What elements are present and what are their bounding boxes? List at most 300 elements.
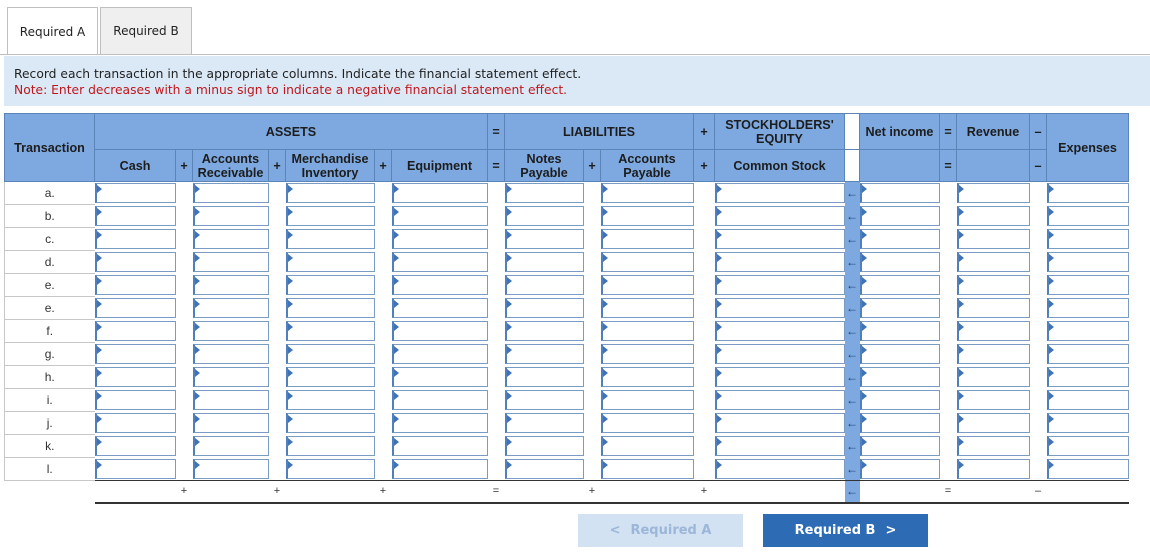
equipment-field[interactable] — [394, 253, 487, 271]
accounts-receivable-field[interactable] — [195, 322, 268, 340]
common-stock-input[interactable] — [715, 344, 845, 364]
cash-field[interactable] — [97, 368, 175, 386]
operator-spacer — [584, 251, 601, 274]
revenue-field[interactable] — [959, 345, 1029, 363]
notes-payable-field[interactable] — [507, 276, 583, 294]
cell-net-income — [860, 251, 940, 274]
expenses-field[interactable] — [1049, 414, 1128, 432]
expenses-input[interactable] — [1047, 321, 1129, 341]
merchandise-inventory-input[interactable] — [286, 206, 375, 226]
accounts-payable-field[interactable] — [603, 230, 693, 248]
common-stock-field[interactable] — [717, 391, 844, 409]
equipment-input[interactable] — [392, 390, 488, 410]
operator-spacer — [269, 412, 286, 435]
table-row — [5, 366, 1129, 389]
notes-payable-input[interactable] — [505, 390, 584, 410]
accounts-payable-field[interactable] — [603, 253, 693, 271]
equipment-input[interactable] — [392, 298, 488, 318]
common-stock-input[interactable] — [715, 367, 845, 387]
notes-payable-field[interactable] — [507, 299, 583, 317]
equipment-input[interactable] — [392, 459, 488, 479]
accounts-receivable-field[interactable] — [195, 299, 268, 317]
net-income-input[interactable] — [860, 229, 940, 249]
expenses-field[interactable] — [1049, 207, 1128, 225]
accounts-receivable-input[interactable] — [193, 298, 269, 318]
cell-net-income — [860, 228, 940, 251]
accounts-payable-input[interactable] — [601, 298, 694, 318]
notes-payable-input[interactable] — [505, 183, 584, 203]
accounts-payable-field[interactable] — [603, 299, 693, 317]
expenses-input[interactable] — [1047, 413, 1129, 433]
merchandise-inventory-field[interactable] — [288, 230, 374, 248]
net-income-field[interactable] — [862, 368, 939, 386]
cash-field[interactable] — [97, 437, 175, 455]
common-stock-field[interactable] — [717, 322, 844, 340]
equipment-field[interactable] — [394, 322, 487, 340]
merchandise-inventory-input[interactable] — [286, 298, 375, 318]
notes-payable-input[interactable] — [505, 229, 584, 249]
net-income-field[interactable] — [862, 276, 939, 294]
merchandise-inventory-field[interactable] — [288, 253, 374, 271]
net-income-input[interactable] — [860, 344, 940, 364]
expenses-input[interactable] — [1047, 229, 1129, 249]
revenue-input[interactable] — [957, 459, 1030, 479]
cash-input[interactable] — [95, 367, 176, 387]
cash-input[interactable] — [95, 436, 176, 456]
accounts-receivable-field[interactable] — [195, 368, 268, 386]
accounts-receivable-input[interactable] — [193, 390, 269, 410]
common-stock-field[interactable] — [717, 253, 844, 271]
expenses-input[interactable] — [1047, 436, 1129, 456]
notes-payable-input[interactable] — [505, 206, 584, 226]
cell-common-stock — [715, 297, 845, 320]
expenses-input[interactable] — [1047, 390, 1129, 410]
accounts-payable-field[interactable] — [603, 437, 693, 455]
accounts-receivable-input[interactable] — [193, 344, 269, 364]
revenue-field[interactable] — [959, 368, 1029, 386]
accounts-payable-field[interactable] — [603, 207, 693, 225]
accounts-payable-field[interactable] — [603, 345, 693, 363]
revenue-field[interactable] — [959, 437, 1029, 455]
merchandise-inventory-input[interactable] — [286, 390, 375, 410]
accounts-payable-field[interactable] — [603, 368, 693, 386]
instructions-note: Note: Enter decreases with a minus sign to indicate a negative financial statement effect. — [14, 83, 568, 97]
common-stock-input[interactable] — [715, 275, 845, 295]
revenue-input[interactable] — [957, 252, 1030, 272]
net-income-input[interactable] — [860, 183, 940, 203]
common-stock-input[interactable] — [715, 413, 845, 433]
common-stock-input[interactable] — [715, 321, 845, 341]
equipment-input[interactable] — [392, 206, 488, 226]
accounts-payable-input[interactable] — [601, 206, 694, 226]
cash-field[interactable] — [97, 391, 175, 409]
equipment-field[interactable] — [394, 414, 487, 432]
table-row — [5, 389, 1129, 412]
operator-spacer — [176, 228, 193, 251]
common-stock-input[interactable] — [715, 206, 845, 226]
merchandise-inventory-input[interactable] — [286, 413, 375, 433]
expenses-input[interactable] — [1047, 206, 1129, 226]
cell-common-stock — [715, 458, 845, 481]
expenses-field[interactable] — [1049, 368, 1128, 386]
expenses-input[interactable] — [1047, 252, 1129, 272]
net-income-field[interactable] — [862, 322, 939, 340]
equipment-input[interactable] — [392, 367, 488, 387]
cell-equipment — [392, 320, 488, 343]
equipment-input[interactable] — [392, 436, 488, 456]
merchandise-inventory-input[interactable] — [286, 367, 375, 387]
accounts-payable-input[interactable] — [601, 367, 694, 387]
cash-field[interactable] — [97, 460, 175, 478]
merchandise-inventory-input[interactable] — [286, 229, 375, 249]
revenue-input[interactable] — [957, 344, 1030, 364]
revenue-input[interactable] — [957, 321, 1030, 341]
accounts-payable-input[interactable] — [601, 390, 694, 410]
net-income-field[interactable] — [862, 299, 939, 317]
cell-net-income — [860, 274, 940, 297]
cell-expenses — [1047, 389, 1129, 412]
cell-cash — [95, 228, 176, 251]
revenue-input[interactable] — [957, 367, 1030, 387]
accounts-payable-input[interactable] — [601, 229, 694, 249]
accounts-receivable-input[interactable] — [193, 183, 269, 203]
net-income-field[interactable] — [862, 414, 939, 432]
header-accounts-receivable: Accounts Receivable — [193, 150, 269, 182]
equipment-input[interactable] — [392, 344, 488, 364]
operator-spacer — [1030, 297, 1047, 320]
expenses-field[interactable] — [1049, 184, 1128, 202]
expenses-field[interactable] — [1049, 437, 1128, 455]
merchandise-inventory-input[interactable] — [286, 183, 375, 203]
operator-spacer — [488, 458, 505, 481]
accounts-receivable-field[interactable] — [195, 391, 268, 409]
common-stock-input[interactable] — [715, 390, 845, 410]
cash-field[interactable] — [97, 230, 175, 248]
accounts-payable-field[interactable] — [603, 322, 693, 340]
net-income-field[interactable] — [862, 207, 939, 225]
prev-button-label: Required A — [630, 523, 712, 538]
revenue-field[interactable] — [959, 414, 1029, 432]
cell-revenue — [957, 366, 1030, 389]
merchandise-inventory-field[interactable] — [288, 437, 374, 455]
merchandise-inventory-input[interactable] — [286, 436, 375, 456]
accounts-receivable-input[interactable] — [193, 206, 269, 226]
net-income-input[interactable] — [860, 367, 940, 387]
net-income-field[interactable] — [862, 253, 939, 271]
notes-payable-field[interactable] — [507, 322, 583, 340]
accounts-receivable-field[interactable] — [195, 184, 268, 202]
equipment-field[interactable] — [394, 184, 487, 202]
equipment-field[interactable] — [394, 345, 487, 363]
merchandise-inventory-input[interactable] — [286, 252, 375, 272]
expenses-input[interactable] — [1047, 298, 1129, 318]
accounts-payable-input[interactable] — [601, 413, 694, 433]
cash-field[interactable] — [97, 253, 175, 271]
equipment-field[interactable] — [394, 276, 487, 294]
accounts-receivable-input[interactable] — [193, 436, 269, 456]
merchandise-inventory-field[interactable] — [288, 299, 374, 317]
expenses-field[interactable] — [1049, 299, 1128, 317]
cash-input[interactable] — [95, 252, 176, 272]
equipment-field[interactable] — [394, 460, 487, 478]
merchandise-inventory-field[interactable] — [288, 460, 374, 478]
cell-expenses — [1047, 228, 1129, 251]
cash-input[interactable] — [95, 229, 176, 249]
equipment-input[interactable] — [392, 275, 488, 295]
accounts-receivable-input[interactable] — [193, 413, 269, 433]
accounts-receivable-field[interactable] — [195, 414, 268, 432]
merchandise-inventory-input[interactable] — [286, 321, 375, 341]
expenses-field[interactable] — [1049, 391, 1128, 409]
net-income-field[interactable] — [862, 437, 939, 455]
notes-payable-field[interactable] — [507, 437, 583, 455]
equipment-input[interactable] — [392, 183, 488, 203]
operator-spacer — [375, 389, 392, 412]
operator-spacer — [694, 205, 715, 228]
merchandise-inventory-field[interactable] — [288, 276, 374, 294]
accounts-payable-input[interactable] — [601, 275, 694, 295]
operator-spacer — [940, 343, 957, 366]
net-income-input[interactable] — [860, 275, 940, 295]
accounts-receivable-field[interactable] — [195, 276, 268, 294]
accounts-payable-input[interactable] — [601, 183, 694, 203]
row-label: b. — [5, 205, 95, 228]
accounts-payable-input[interactable] — [601, 459, 694, 479]
revenue-field[interactable] — [959, 276, 1029, 294]
equipment-input[interactable] — [392, 252, 488, 272]
cash-field[interactable] — [97, 276, 175, 294]
accounts-receivable-field[interactable] — [195, 437, 268, 455]
accounts-payable-field[interactable] — [603, 391, 693, 409]
accounts-payable-input[interactable] — [601, 436, 694, 456]
revenue-field[interactable] — [959, 207, 1029, 225]
left-arrow-icon: ← — [845, 389, 860, 412]
net-income-field[interactable] — [862, 460, 939, 478]
common-stock-field[interactable] — [717, 184, 844, 202]
common-stock-field[interactable] — [717, 230, 844, 248]
expenses-field[interactable] — [1049, 460, 1128, 478]
net-income-input[interactable] — [860, 206, 940, 226]
revenue-field[interactable] — [959, 391, 1029, 409]
tab-required-b[interactable]: Required B — [100, 7, 192, 54]
net-income-input[interactable] — [860, 459, 940, 479]
common-stock-field[interactable] — [717, 276, 844, 294]
notes-payable-field[interactable] — [507, 253, 583, 271]
net-income-field[interactable] — [862, 184, 939, 202]
notes-payable-field[interactable] — [507, 460, 583, 478]
cell-common-stock — [715, 366, 845, 389]
equipment-field[interactable] — [394, 299, 487, 317]
revenue-field[interactable] — [959, 184, 1029, 202]
accounts-payable-input[interactable] — [601, 344, 694, 364]
common-stock-field[interactable] — [717, 437, 844, 455]
cash-input[interactable] — [95, 298, 176, 318]
expenses-field[interactable] — [1049, 345, 1128, 363]
equipment-input[interactable] — [392, 229, 488, 249]
cell-expenses — [1047, 458, 1129, 481]
cell-notes-payable — [505, 343, 584, 366]
net-income-input[interactable] — [860, 298, 940, 318]
accounts-payable-input[interactable] — [601, 252, 694, 272]
expenses-input[interactable] — [1047, 275, 1129, 295]
cash-input[interactable] — [95, 206, 176, 226]
common-stock-field[interactable] — [717, 414, 844, 432]
common-stock-field[interactable] — [717, 368, 844, 386]
accounts-receivable-input[interactable] — [193, 459, 269, 479]
merchandise-inventory-input[interactable] — [286, 344, 375, 364]
equipment-field[interactable] — [394, 207, 487, 225]
revenue-field[interactable] — [959, 253, 1029, 271]
cell-accounts-receivable — [193, 458, 269, 481]
expenses-input[interactable] — [1047, 344, 1129, 364]
accounts-payable-field[interactable] — [603, 414, 693, 432]
next-button[interactable] — [763, 514, 928, 547]
net-income-input[interactable] — [860, 413, 940, 433]
revenue-field[interactable] — [959, 460, 1029, 478]
accounts-receivable-input[interactable] — [193, 252, 269, 272]
notes-payable-field[interactable] — [507, 184, 583, 202]
expenses-field[interactable] — [1049, 322, 1128, 340]
accounts-payable-field[interactable] — [603, 460, 693, 478]
merchandise-inventory-field[interactable] — [288, 207, 374, 225]
equipment-field[interactable] — [394, 391, 487, 409]
cash-field[interactable] — [97, 299, 175, 317]
expenses-input[interactable] — [1047, 459, 1129, 479]
cash-input[interactable] — [95, 459, 176, 479]
accounts-receivable-input[interactable] — [193, 275, 269, 295]
common-stock-field[interactable] — [717, 207, 844, 225]
revenue-input[interactable] — [957, 206, 1030, 226]
revenue-input[interactable] — [957, 275, 1030, 295]
common-stock-input[interactable] — [715, 298, 845, 318]
cash-input[interactable] — [95, 275, 176, 295]
net-income-input[interactable] — [860, 321, 940, 341]
notes-payable-input[interactable] — [505, 321, 584, 341]
cash-input[interactable] — [95, 183, 176, 203]
cash-input[interactable] — [95, 413, 176, 433]
equipment-field[interactable] — [394, 368, 487, 386]
expenses-field[interactable] — [1049, 230, 1128, 248]
merchandise-inventory-input[interactable] — [286, 459, 375, 479]
accounts-payable-field[interactable] — [603, 276, 693, 294]
merchandise-inventory-field[interactable] — [288, 184, 374, 202]
operator-spacer — [940, 458, 957, 481]
cash-input[interactable] — [95, 321, 176, 341]
notes-payable-input[interactable] — [505, 298, 584, 318]
notes-payable-input[interactable] — [505, 459, 584, 479]
notes-payable-field[interactable] — [507, 414, 583, 432]
cash-field[interactable] — [97, 345, 175, 363]
revenue-input[interactable] — [957, 413, 1030, 433]
accounts-receivable-field[interactable] — [195, 230, 268, 248]
accounts-receivable-field[interactable] — [195, 460, 268, 478]
prev-button[interactable] — [578, 514, 743, 547]
cash-field[interactable] — [97, 322, 175, 340]
notes-payable-field[interactable] — [507, 391, 583, 409]
accounts-receivable-input[interactable] — [193, 229, 269, 249]
operator-spacer — [269, 251, 286, 274]
notes-payable-input[interactable] — [505, 436, 584, 456]
common-stock-input[interactable] — [715, 459, 845, 479]
revenue-field[interactable] — [959, 230, 1029, 248]
notes-payable-input[interactable] — [505, 344, 584, 364]
cell-cash — [95, 412, 176, 435]
accounts-receivable-input[interactable] — [193, 367, 269, 387]
equipment-input[interactable] — [392, 321, 488, 341]
operator-spacer — [1030, 205, 1047, 228]
net-income-input[interactable] — [860, 390, 940, 410]
accounts-payable-field[interactable] — [603, 184, 693, 202]
revenue-input[interactable] — [957, 436, 1030, 456]
operator-spacer — [694, 343, 715, 366]
net-income-field[interactable] — [862, 230, 939, 248]
revenue-input[interactable] — [957, 229, 1030, 249]
revenue-input[interactable] — [957, 298, 1030, 318]
common-stock-field[interactable] — [717, 460, 844, 478]
notes-payable-input[interactable] — [505, 252, 584, 272]
notes-payable-field[interactable] — [507, 368, 583, 386]
equipment-field[interactable] — [394, 437, 487, 455]
merchandise-inventory-field[interactable] — [288, 322, 374, 340]
revenue-field[interactable] — [959, 322, 1029, 340]
revenue-input[interactable] — [957, 183, 1030, 203]
common-stock-field[interactable] — [717, 345, 844, 363]
notes-payable-input[interactable] — [505, 275, 584, 295]
cash-field[interactable] — [97, 184, 175, 202]
expenses-field[interactable] — [1049, 253, 1128, 271]
expenses-input[interactable] — [1047, 367, 1129, 387]
merchandise-inventory-field[interactable] — [288, 368, 374, 386]
merchandise-inventory-field[interactable] — [288, 345, 374, 363]
common-stock-input[interactable] — [715, 229, 845, 249]
merchandise-inventory-field[interactable] — [288, 414, 374, 432]
net-income-field[interactable] — [862, 345, 939, 363]
expenses-input[interactable] — [1047, 183, 1129, 203]
accounts-receivable-field[interactable] — [195, 207, 268, 225]
tab-required-a[interactable]: Required A — [7, 7, 98, 55]
net-income-field[interactable] — [862, 391, 939, 409]
cash-field[interactable] — [97, 414, 175, 432]
accounts-payable-input[interactable] — [601, 321, 694, 341]
accounts-receivable-field[interactable] — [195, 345, 268, 363]
accounts-receivable-input[interactable] — [193, 321, 269, 341]
notes-payable-field[interactable] — [507, 207, 583, 225]
net-income-input[interactable] — [860, 436, 940, 456]
merchandise-inventory-input[interactable] — [286, 275, 375, 295]
cash-field[interactable] — [97, 207, 175, 225]
cash-input[interactable] — [95, 390, 176, 410]
header-cash: Cash — [95, 150, 176, 182]
cash-input[interactable] — [95, 344, 176, 364]
common-stock-input[interactable] — [715, 252, 845, 272]
notes-payable-field[interactable] — [507, 345, 583, 363]
operator-spacer — [176, 435, 193, 458]
common-stock-input[interactable] — [715, 436, 845, 456]
net-income-input[interactable] — [860, 252, 940, 272]
notes-payable-input[interactable] — [505, 413, 584, 433]
expenses-field[interactable] — [1049, 276, 1128, 294]
notes-payable-field[interactable] — [507, 230, 583, 248]
revenue-field[interactable] — [959, 299, 1029, 317]
equipment-field[interactable] — [394, 230, 487, 248]
accounts-receivable-field[interactable] — [195, 253, 268, 271]
notes-payable-input[interactable] — [505, 367, 584, 387]
common-stock-field[interactable] — [717, 299, 844, 317]
common-stock-input[interactable] — [715, 183, 845, 203]
equipment-input[interactable] — [392, 413, 488, 433]
merchandise-inventory-field[interactable] — [288, 391, 374, 409]
revenue-input[interactable] — [957, 390, 1030, 410]
